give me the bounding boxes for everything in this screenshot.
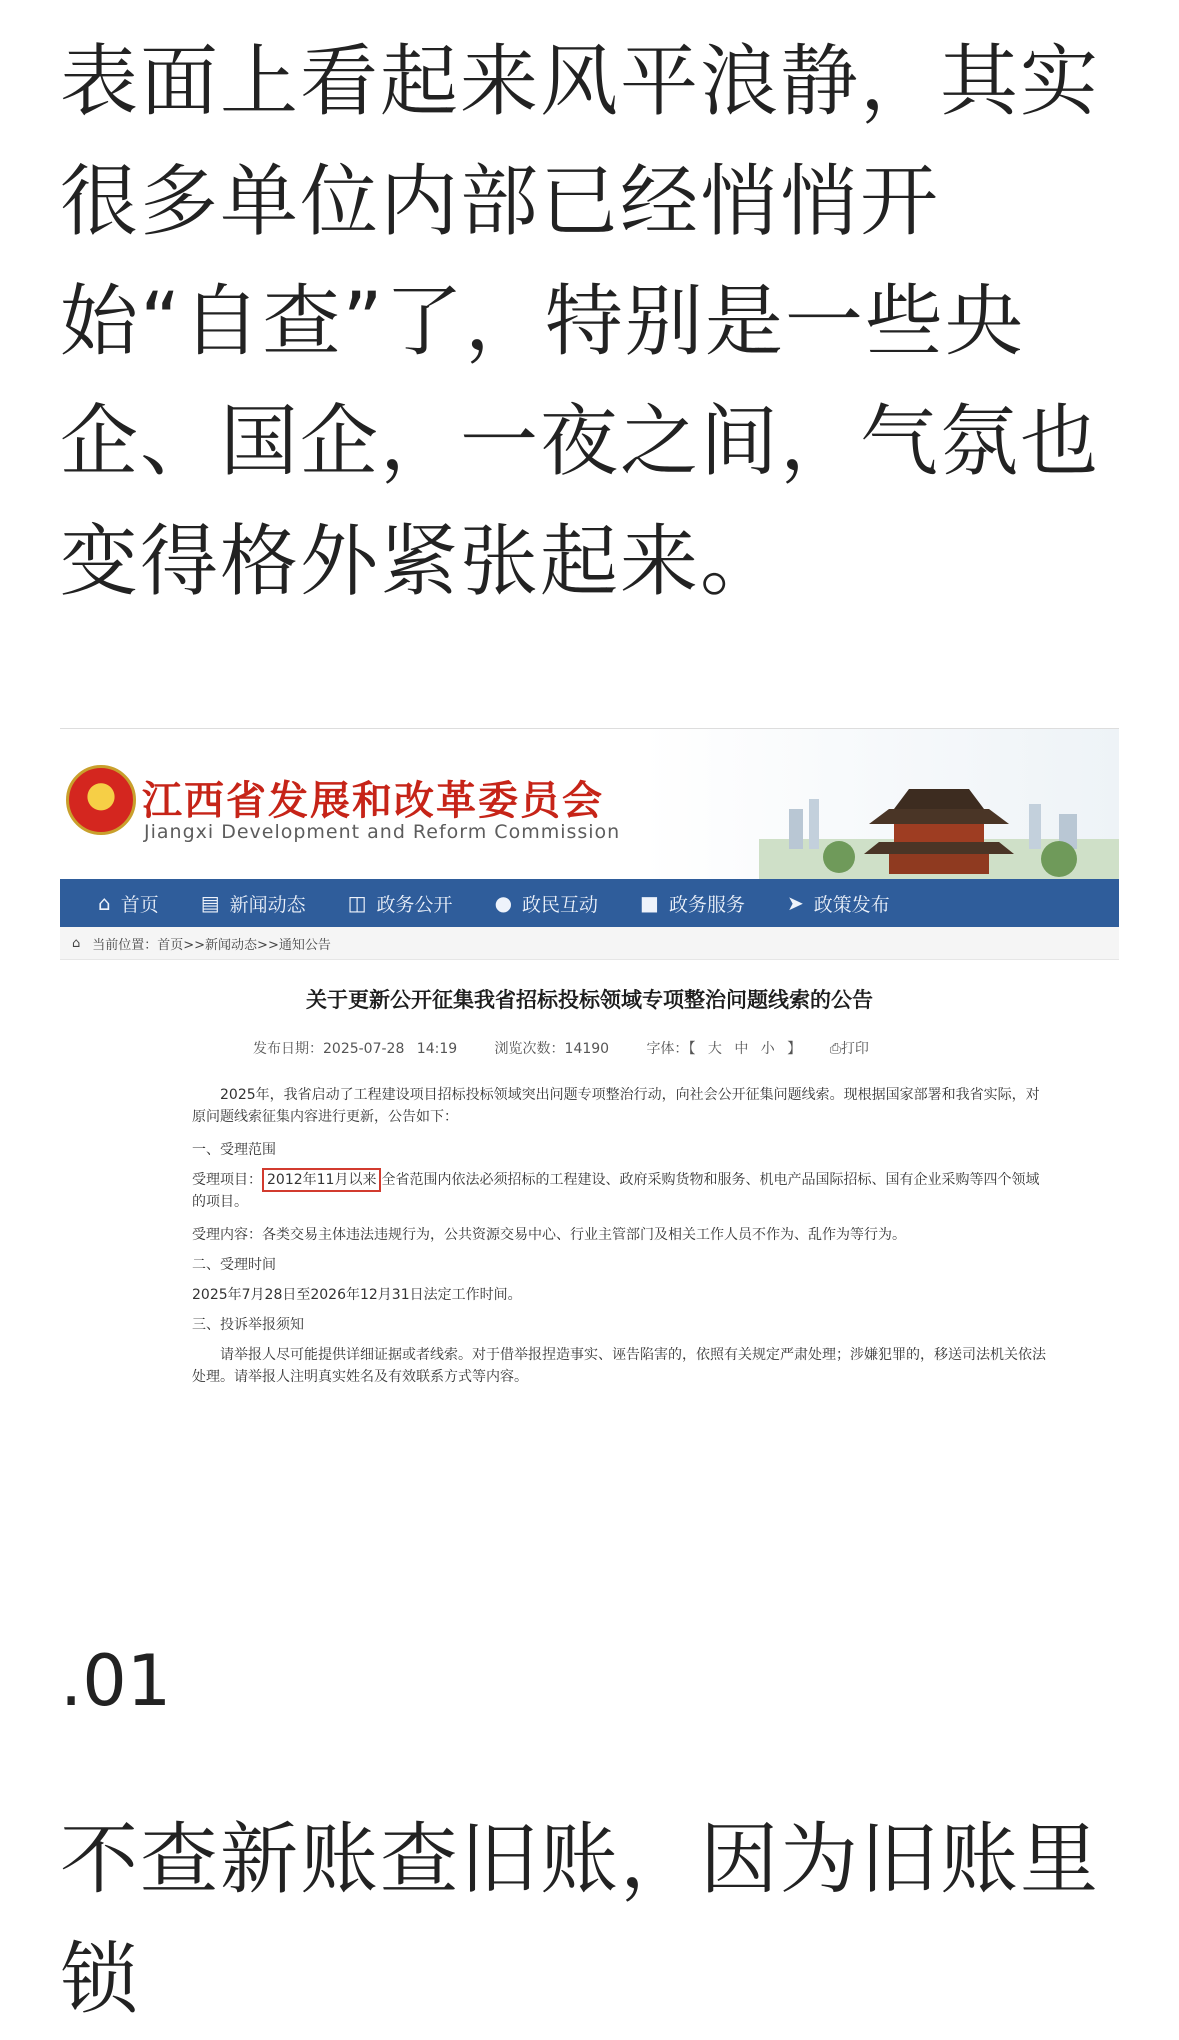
news-icon: ▤ — [200, 891, 220, 915]
breadcrumb-text: 当前位置：首页>>新闻动态>>通知公告 — [92, 937, 331, 953]
nav-service[interactable] — [640, 890, 745, 917]
site-banner — [60, 729, 1119, 879]
org-name-cn: 江西省发展和改革委员会 — [142, 777, 604, 824]
nav-policy[interactable] — [787, 890, 890, 917]
nav-label: 政策发布 — [813, 893, 890, 916]
print-icon[interactable]: ⎙ — [829, 1041, 841, 1057]
scope-text: 全省范围内依法必须招标的工程建设、政府采购货物和服务、机电产品国际招标、国有企业采购等四个领域的项目。 — [192, 1172, 1040, 1210]
open-gov-icon: ◫ — [347, 891, 367, 915]
send-icon: ➤ — [786, 891, 804, 915]
service-icon: ■ — [640, 891, 659, 915]
notice-meta — [253, 1038, 869, 1058]
home-icon: ⌂ — [98, 891, 111, 915]
section-heading-2: 二、受理时间 — [192, 1257, 276, 1273]
breadcrumb — [60, 927, 1119, 960]
notice-intro: 2025年，我省启动了工程建设项目招标投标领域突出问题专项整治行动，向社会公开征集问题线索。现根据国家部署和我省实际，对原问题线索征集内容进行更新，公告如下： — [192, 1087, 1040, 1125]
publish-date: 2025-07-28 14:19 — [323, 1041, 458, 1057]
pavilion-skyline-image — [759, 769, 1119, 879]
national-emblem-icon — [66, 765, 136, 835]
site-nav — [60, 879, 1119, 927]
location-icon: ⌂ — [72, 935, 81, 951]
section-heading-3: 三、投诉举报须知 — [192, 1317, 304, 1333]
article-paragraph-1: 表面上看起来风平浪静，其实很多单位内部已经悄悄开始“自查”了，特别是一些央企、国企，一夜之间，气氛也变得格外紧张起来。 — [60, 37, 1101, 607]
chat-icon: ● — [494, 891, 513, 915]
section-heading-1: 一、受理范围 — [192, 1142, 276, 1158]
org-name-en: Jiangxi Development and Reform Commission — [144, 821, 621, 843]
views-label: 浏览次数： — [494, 1041, 565, 1057]
article-paragraph-2: 不查新账查旧账，因为旧账里锁 — [60, 1815, 1101, 2025]
nav-home[interactable] — [98, 890, 159, 917]
scope-paragraph — [192, 1169, 1052, 1213]
nav-news[interactable] — [201, 890, 306, 917]
section-number: .01 — [60, 1640, 172, 1722]
print-link[interactable]: 打印 — [840, 1041, 869, 1057]
embedded-screenshot — [60, 728, 1119, 1549]
date-label: 发布日期： — [253, 1041, 323, 1057]
time-paragraph: 2025年7月28日至2026年12月31日法定工作时间。 — [192, 1287, 522, 1303]
content-paragraph: 受理内容：各类交易主体违法违规行为，公共资源交易中心、行业主管部门及相关工作人员不作为、乱作为等行为。 — [192, 1227, 906, 1243]
nav-label: 政民互动 — [522, 893, 599, 916]
scope-label: 受理项目： — [192, 1172, 262, 1188]
font-size-switch[interactable]: 【 大 中 小 】 — [688, 1041, 802, 1057]
nav-open-gov[interactable] — [348, 890, 453, 917]
font-label: 字体： — [646, 1041, 689, 1057]
notice-paragraph: 请举报人尽可能提供详细证据或者线索。对于借举报捏造事实、诬告陷害的，依照有关规定严肃处理；涉嫌犯罪的，移送司法机关依法处理。请举报人注明真实姓名及有效联系方式等内容。 — [192, 1347, 1046, 1385]
nav-label: 政务公开 — [376, 893, 453, 916]
nav-label: 新闻动态 — [229, 893, 306, 916]
nav-label: 政务服务 — [668, 893, 745, 916]
view-count: 14190 — [564, 1041, 610, 1057]
scope-highlight-box: 2012年11月以来 — [262, 1168, 381, 1192]
nav-interaction[interactable] — [495, 890, 598, 917]
notice-title: 关于更新公开征集我省招标投标领域专项整治问题线索的公告 — [306, 988, 873, 1012]
nav-label: 首页 — [120, 893, 159, 916]
